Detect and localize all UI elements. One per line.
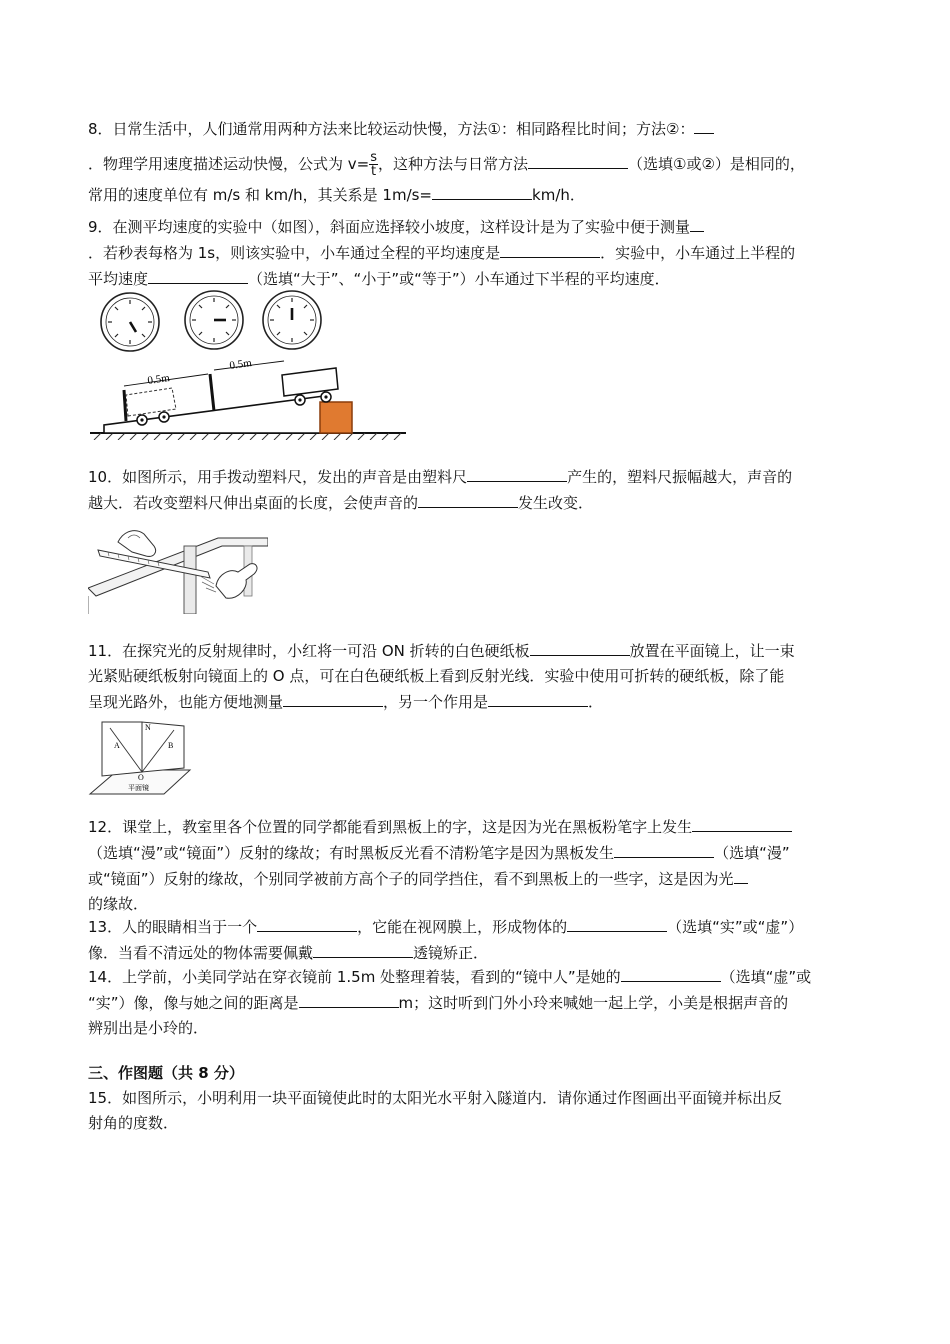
stopwatch-icon — [101, 293, 159, 351]
stopwatch-icon — [263, 291, 321, 349]
distance-label-lower: 0.5m — [146, 371, 171, 387]
q11-blank-purpose[interactable] — [488, 689, 588, 707]
q13-blank-lens[interactable] — [257, 914, 357, 932]
q8-line-3 — [88, 182, 863, 208]
label-b: B — [168, 741, 174, 750]
q9-blank-avg-speed[interactable] — [500, 240, 600, 258]
q12-line-2 — [88, 840, 863, 866]
q9-line-2 — [88, 240, 863, 266]
q13-text-a: 13．人的眼睛相当于一个 — [88, 918, 258, 936]
label-o: O — [138, 773, 144, 782]
q9-blank-compare[interactable] — [148, 266, 248, 284]
stopwatch-icon — [185, 291, 243, 349]
q8-text-e: 常用的速度单位有 m/s 和 km/h，其关系是 1m/s= — [88, 186, 433, 204]
q8-blank-method[interactable] — [528, 151, 628, 169]
q10-text-a: 10．如图所示，用手拨动塑料尺，发出的声音是由塑料尺 — [88, 468, 468, 486]
q13-blank-correction[interactable] — [313, 940, 413, 958]
q14-text-d: m；这时听到门外小玲来喊她一起上学，小美是根据声音的 — [398, 994, 789, 1012]
q14-blank-distance[interactable] — [299, 990, 399, 1008]
q12-blank-reflection-1[interactable] — [692, 814, 792, 832]
q11-line-1 — [88, 638, 863, 664]
q10-blank-property[interactable] — [418, 490, 518, 508]
hand-icon — [118, 531, 156, 557]
q10-line-2 — [88, 490, 863, 516]
q8-text-f: km/h． — [532, 186, 585, 204]
wooden-block — [320, 402, 352, 433]
q9-text-c: ．实验中，小车通过上半程的 — [600, 244, 796, 262]
question-9 — [88, 214, 863, 292]
q12-text-c: （选填“漫” — [714, 844, 790, 862]
q9-text-e: （选填“大于”、“小于”或“等于”）小车通过下半程的平均速度． — [248, 270, 670, 288]
q9-text-a: 9．在测平均速度的实验中（如图），斜面应选择较小坡度，这样设计是为了实验中便于测量 — [88, 218, 691, 236]
label-a: A — [114, 741, 120, 750]
table-leg — [184, 546, 196, 614]
q8-text-c: ，这种方法与日常方法 — [378, 155, 529, 173]
q12-blank-reflection-2[interactable] — [614, 840, 714, 858]
question-15 — [88, 1086, 863, 1136]
question-13 — [88, 914, 863, 966]
q11-blank-measure[interactable] — [283, 689, 383, 707]
question-12 — [88, 814, 863, 917]
fraction-numerator: s — [370, 150, 377, 165]
q8-text-a: 8．日常生活中，人们通常用两种方法来比较运动快慢，方法①：相同路程比时间；方法②： — [88, 120, 695, 138]
q11-text-f: ． — [588, 693, 604, 711]
ruler-on-table-figure — [88, 516, 268, 614]
q13-line-1 — [88, 914, 863, 940]
q13-text-d: 像．当看不清远处的物体需要佩戴 — [88, 944, 314, 962]
q12-text-d: 或“镜面”）反射的缘故，个别同学被前方高个子的同学挡住，看不到黑板上的一些字，这是因为光 — [88, 870, 734, 888]
q12-text-b: （选填“漫”或“镜面”）反射的缘故；有时黑板反光看不清粉笔字是因为黑板发生 — [88, 844, 615, 862]
q13-text-e: 透镜矫正． — [413, 944, 489, 962]
incline-experiment-figure — [88, 290, 408, 440]
q12-line-3 — [88, 866, 863, 892]
label-n: N — [145, 723, 151, 732]
label-mirror: 平面镜 — [128, 784, 149, 792]
q13-text-b: ，它能在视网膜上，形成物体的 — [357, 918, 568, 936]
q9-line-3 — [88, 266, 863, 292]
q9-line-1 — [88, 214, 863, 240]
q10-blank-source[interactable] — [467, 464, 567, 482]
q10-text-d: 发生改变． — [518, 494, 594, 512]
q14-line-3: 辨别出是小玲的． — [88, 1019, 209, 1037]
q10-text-b: 产生的，塑料尺振幅越大，声音的 — [567, 468, 793, 486]
q10-text-c: 越大．若改变塑料尺伸出桌面的长度，会使声音的 — [88, 494, 419, 512]
fraction-denominator: t — [371, 164, 377, 179]
q8-blank-method2[interactable] — [694, 116, 714, 134]
q12-text-a: 12．课堂上，教室里各个位置的同学都能看到黑板上的字，这是因为光在黑板粉笔字上发生 — [88, 818, 693, 836]
q9-text-b: ．若秒表每格为 1s，则该实验中，小车通过全程的平均速度是 — [88, 244, 501, 262]
q14-line-1 — [88, 964, 863, 990]
q14-text-b: （选填“虚”或 — [720, 968, 812, 986]
q8-text-b: ．物理学用速度描述运动快慢，公式为 v= — [88, 155, 370, 173]
q13-blank-image-type[interactable] — [567, 914, 667, 932]
q14-line-2 — [88, 990, 863, 1016]
speed-formula-fraction — [369, 151, 378, 178]
q11-text-e: ，另一个作用是 — [383, 693, 489, 711]
q11-line-3 — [88, 689, 863, 715]
q12-line-4: 的缘故． — [88, 895, 149, 913]
q8-line-2 — [88, 151, 863, 178]
q11-blank-placement[interactable] — [530, 638, 630, 656]
distance-label-upper: 0.5m — [228, 356, 253, 372]
q14-text-a: 14．上学前，小美同学站在穿衣镜前 1.5m 处整理着装，看到的“镜中人”是她的 — [88, 968, 621, 986]
q10-line-1 — [88, 464, 863, 490]
q14-text-c: “实”）像，像与她之间的距离是 — [88, 994, 299, 1012]
q13-text-c: （选填“实”或“虚”） — [667, 918, 804, 936]
q12-line-1 — [88, 814, 863, 840]
q15-line-1: 15．如图所示，小明利用一块平面镜使此时的太阳光水平射入隧道内．请你通过作图画出平面镜并标出反 — [88, 1089, 783, 1107]
q14-blank-image-type[interactable] — [621, 964, 721, 982]
q13-line-2 — [88, 940, 863, 966]
section-heading-drawing: 三、作图题（共 8 分） — [88, 1064, 244, 1082]
question-8 — [88, 116, 863, 208]
q9-blank-measure[interactable] — [690, 214, 704, 232]
q11-text-b: 放置在平面镜上，让一束 — [629, 642, 795, 660]
question-10 — [88, 464, 863, 516]
q8-blank-conversion[interactable] — [432, 182, 532, 200]
q11-text-d: 呈现光路外，也能方便地测量 — [88, 693, 284, 711]
q12-blank-propagation[interactable] — [734, 866, 748, 884]
question-11 — [88, 638, 863, 715]
q15-line-2: 射角的度数． — [88, 1114, 179, 1132]
q8-line-1 — [88, 116, 863, 142]
q11-line-2: 光紧贴硬纸板射向镜面上的 O 点，可在白色硬纸板上看到反射光线．实验中使用可折转的硬纸板，除了能 — [88, 667, 785, 685]
q11-text-a: 11．在探究光的反射规律时，小红将一可沿 ON 折转的白色硬纸板 — [88, 642, 530, 660]
q9-text-d: 平均速度 — [88, 270, 149, 288]
question-14 — [88, 964, 863, 1041]
reflection-board-figure — [88, 716, 192, 796]
q8-text-d: （选填①或②）是相同的， — [628, 155, 805, 173]
